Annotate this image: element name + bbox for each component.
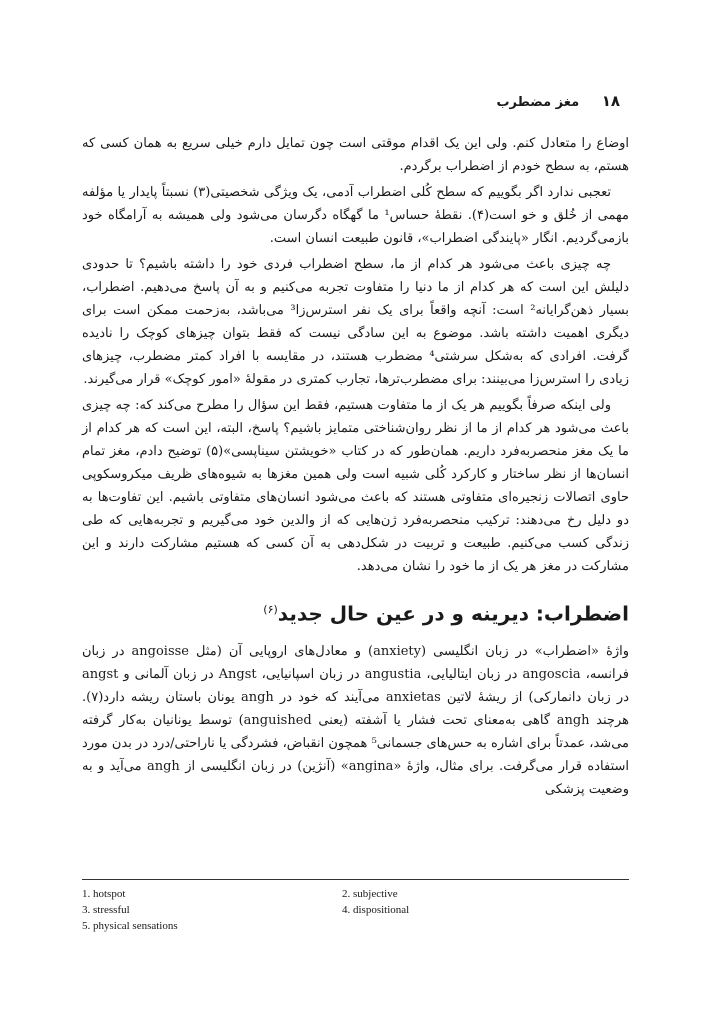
paragraph: ولی اینکه صرفاً بگوییم هر یک از ما متفاوت هستیم، فقط این سؤال را مطرح می‌کند که: چه چیزی باعث می‌شود هر کدام از ما از نظر روان‌شناختی متمایز باشیم؟ پاسخ، البته، این است که هر کدام از ما یک مغز منحصربه‌فرد داریم. همان‌طور که در کتاب «خویشتن سیناپسی»(۵) توضیح دادم، مغز تمام انسان‌ها از نظر ساختار و کارکرد کُلی شبیه است ولی همین مغزها به شیوه‌های ظریف میکروسکوپی حاوی اتصالات زنجیره‌ای متفاوتی هستند که باعث می‌شود انسان‌های متفاوتی باشیم. این تفاوت‌ها به دو دلیل رخ می‌دهند: ترکیب منحصربه‌فرد ژن‌هایی که از والدین خود می‌گیریم و تجربه‌هایی که طی زندگی کسب می‌کنیم. طبیعت و تربیت در شکل‌دهی به آن کسی که هستیم مشارکت دارند و این مشارکت در مغز هر یک از ما خود را نشان می‌دهد. bbox=[82, 398, 630, 574]
page-number: ۱۸ bbox=[601, 92, 620, 110]
section-heading-note: (۶) bbox=[263, 603, 278, 616]
section-heading-text: اضطراب: دیرینه و در عین حال جدید bbox=[277, 601, 629, 626]
paragraph: واژهٔ «اضطراب» در زبان انگلیسی (anxiety) و معادل‌های اروپایی آن (مثل angoisse در زبان فرانسه، angoscia در زبان ایتالیایی، angustia در زبان اسپانیایی، Angst در زبان آلمانی و angst در زبان دانمارکی) از ریشهٔ لاتین anxietas می‌آیند که خود در angh یونان باستان ریشه دارد(۷). هرچند angh گاهی به‌معنای تحت فشار یا آشفته (یعنی anguished) توسط یونانیان به‌کار گرفته می‌شد، عمدتاً برای اشاره به حس‌های جسمانی⁵ همچون انقباض، فشردگی یا ناراحتی/درد در بدن مورد استفاده قرار می‌گرفت. برای مثال، واژهٔ «angina» (آنژین) در زبان انگلیسی از angh می‌آید و به وضعیت پزشکی bbox=[82, 643, 630, 797]
footnote: 1. hotspot bbox=[82, 888, 126, 900]
paragraph: اوضاع را متعادل کنم. ولی این یک اقدام موقتی است چون تمایل دارم خیلی سریع به همان کسی که هستم، به سطح خودم از اضطراب برگردم. bbox=[82, 136, 629, 174]
running-header bbox=[496, 92, 620, 110]
body-text bbox=[82, 132, 629, 804]
footnote: 5. physical sensations bbox=[82, 920, 178, 932]
section-heading bbox=[82, 596, 629, 628]
paragraph: چه چیزی باعث می‌شود هر کدام از ما، سطح اضطراب فردی خود را داشته باشیم؟ تا حدودی دلیلش این است که هر کدام از ما دنیا را متفاوت تجربه می‌کنیم و به آن پاسخ می‌دهیم. اضطراب، بسیار ذهن‌گرایانه² است: آنچه واقعاً برای یک نفر استرس‌زا³ می‌باشد، به‌زحمت ممکن است برای دیگری اهمیت داشته باشد. موضوع به این سادگی نیست که فقط بتوان چیزهای کوچک را نادیده گرفت. افرادی که به‌شکل سرشتی⁴ مضطرب هستند، در مقایسه با افراد کمتر مضطرب، چیزهای زیادی را استرس‌زا می‌بینند: برای مضطرب‌ترها، تجارب کمتری در مقولهٔ «امور کوچک» قرار می‌گیرند. bbox=[82, 257, 629, 387]
paragraph: تعجبی ندارد اگر بگوییم که سطح کُلی اضطراب آدمی، یک ویژگی شخصیتی(۳) نسبتاً پایدار یا مؤلفه مهمی از خُلق و خو است(۴). نقطهٔ حساس¹ ما گهگاه دگرسان می‌شود ولی همیشه به آرامگاه خود بازمی‌گردیم. انگار «پایندگی اضطراب»، قانون طبیعت انسان است. bbox=[82, 185, 629, 246]
book-title: مغز مضطرب bbox=[496, 95, 580, 110]
footnote: 3. stressful bbox=[82, 904, 130, 916]
footnote: 4. dispositional bbox=[342, 904, 410, 916]
footnote-divider bbox=[82, 879, 629, 880]
footnotes bbox=[82, 886, 482, 934]
footnote: 2. subjective bbox=[342, 888, 398, 900]
